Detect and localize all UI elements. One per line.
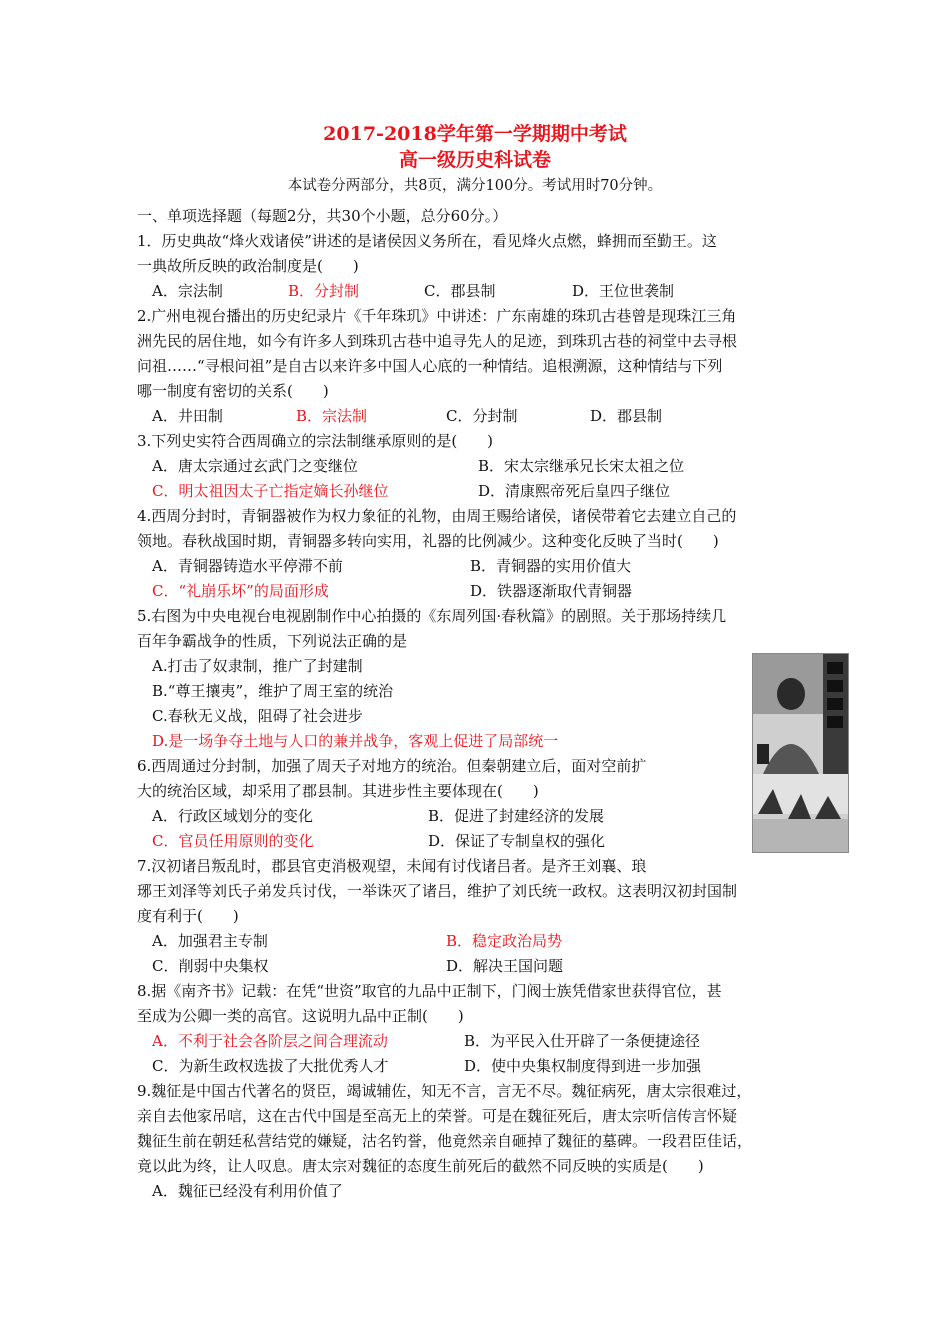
question-7-option-b: B．稳定政治局势 (446, 932, 563, 950)
question-8-option-a: A．不利于社会各阶层之间合理流动 (152, 1032, 388, 1050)
question-2-line-3: 问祖……“寻根问祖”是自古以来许多中国人心底的一种情结。追根溯源，这种情结与下列 (137, 357, 723, 375)
question-2-option-c: C．分封制 (446, 407, 518, 425)
question-6-line-2: 大的统治区域，却采用了郡县制。其进步性主要体现在( ) (137, 782, 539, 800)
question-5-option-b: B.“尊王攘夷”，维护了周王室的统治 (152, 682, 394, 700)
question-7-line-3: 度有利于( ) (137, 907, 239, 925)
question-5-option-c: C.春秋无义战，阻碍了社会进步 (152, 707, 363, 725)
question-8-option-b: B．为平民入仕开辟了一条便捷途径 (464, 1032, 701, 1050)
question-5-option-d: D.是一场争夺土地与人口的兼并战争，客观上促进了局部统一 (152, 732, 559, 750)
question-2-line-2: 洲先民的居住地，如今有许多人到珠玑古巷中追寻先人的足迹，到珠玑古巷的祠堂中去寻根 (137, 332, 738, 350)
question-4-line-2: 领地。春秋战国时期，青铜器多转向实用，礼器的比例减少。这种变化反映了当时( ) (137, 532, 719, 550)
question-7-option-a: A．加强君主专制 (152, 932, 268, 950)
question-4-option-b: B．青铜器的实用价值大 (470, 557, 632, 575)
question-3-line-1: 3.下列史实符合西周确立的宗法制继承原则的是( ) (137, 432, 494, 450)
question-9-line-1: 9.魏征是中国古代著名的贤臣，竭诚辅佐，知无不言，言无不尽。魏征病死，唐太宗很难过， (137, 1082, 752, 1100)
question-3-option-c: C．明太祖因太子亡指定嫡长孙继位 (152, 482, 389, 500)
question-7-line-1: 7.汉初诸吕叛乱时，郡县官吏消极观望，未闻有讨伐诸吕者。是齐王刘襄、琅 (137, 857, 647, 875)
question-7-option-d: D．解决王国问题 (446, 957, 564, 975)
question-6-option-c: C．官员任用原则的变化 (152, 832, 314, 850)
question-6-line-1: 6.西周通过分封制，加强了周天子对地方的统治。但秦朝建立后，面对空前扩 (137, 757, 647, 775)
question-7-option-c: C．削弱中央集权 (152, 957, 269, 975)
question-4-option-c: C．“礼崩乐坏”的局面形成 (152, 582, 329, 600)
question-1-option-c: C．郡县制 (424, 282, 496, 300)
question-1-option-a: A．宗法制 (152, 282, 223, 300)
question-2-line-4: 哪一制度有密切的关系( ) (137, 382, 329, 400)
question-9-option-a: A．魏征已经没有利用价值了 (152, 1182, 343, 1200)
question-4-line-1: 4.西周分封时，青铜器被作为权力象征的礼物，由周王赐给诸侯，诸侯带着它去建立自己的 (137, 507, 737, 525)
question-4-option-d: D．铁器逐渐取代青铜器 (470, 582, 633, 600)
question-9-line-4: 竟以此为终，让人叹息。唐太宗对魏征的态度生前死后的截然不同反映的实质是( ) (137, 1157, 704, 1175)
question-7-line-2: 琊王刘泽等刘氏子弟发兵讨伐，一举诛灭了诸吕，维护了刘氏统一政权。这表明汉初封国制 (137, 882, 738, 900)
question-8-line-2: 至成为公卿一类的高官。这说明九品中正制( ) (137, 1007, 464, 1025)
question-8-line-1: 8.据《南齐书》记载：在凭“世资”取官的九品中正制下，门阀士族凭借家世获得官位，甚 (137, 982, 722, 1000)
question-8-option-d: D．使中央集权制度得到进一步加强 (464, 1057, 702, 1075)
question-5-option-a: A.打击了奴隶制，推广了封建制 (152, 657, 363, 675)
question-4-option-a: A．青铜器铸造水平停滞不前 (152, 557, 343, 575)
question-6-option-d: D．保证了专制皇权的强化 (428, 832, 606, 850)
question-9-line-3: 魏征生前在朝廷私营结党的嫌疑，沽名钓誉，他竟然亲自砸掉了魏征的墓碑。一段君臣佳话， (137, 1132, 753, 1150)
drama-still-photo (752, 653, 849, 853)
question-1-line-1: 1．历史典故“烽火戏诸侯”讲述的是诸侯因义务所在，看见烽火点燃，蜂拥而至勤王。这 (137, 232, 717, 250)
question-5-line-2: 百年争霸战争的性质，下列说法正确的是 (137, 632, 408, 650)
question-9-line-2: 亲自去他家吊唁，这在古代中国是至高无上的荣誉。可是在魏征死后，唐太宗听信传言怀疑 (137, 1107, 738, 1125)
exam-instructions: 本试卷分两部分，共8页，满分100分。考试用时70分钟。 (287, 178, 663, 194)
question-6-option-a: A．行政区域划分的变化 (152, 807, 313, 825)
exam-subject-title: 高一级历史科试卷 (398, 149, 551, 171)
question-1-option-d: D．王位世袭制 (572, 282, 675, 300)
question-2-option-a: A．井田制 (152, 407, 223, 425)
question-2-option-d: D．郡县制 (590, 407, 663, 425)
question-2-option-b: B．宗法制 (296, 407, 368, 425)
section-heading: 一、单项选择题（每题2分，共30个小题，总分60分。） (137, 207, 508, 225)
question-2-line-1: 2.广州电视台播出的历史纪录片《千年珠玑》中讲述：广东南雄的珠玑古巷曾是现珠江三角 (137, 307, 737, 325)
exam-title: 2017-2018学年第一学期期中考试 (323, 123, 627, 145)
question-1-option-b: B．分封制 (288, 282, 360, 300)
question-8-option-c: C．为新生政权选拔了大批优秀人才 (152, 1057, 389, 1075)
question-5-line-1: 5.右图为中央电视台电视剧制作中心拍摄的《东周列国·春秋篇》的剧照。关于那场持续几 (137, 607, 727, 625)
question-6-option-b: B．促进了封建经济的发展 (428, 807, 605, 825)
question-3-option-a: A．唐太宗通过玄武门之变继位 (152, 457, 358, 475)
question-3-option-b: B．宋太宗继承兄长宋太祖之位 (478, 457, 685, 475)
question-3-option-d: D．清康熙帝死后皇四子继位 (478, 482, 671, 500)
question-1-line-2: 一典故所反映的政治制度是( ) (137, 257, 359, 275)
